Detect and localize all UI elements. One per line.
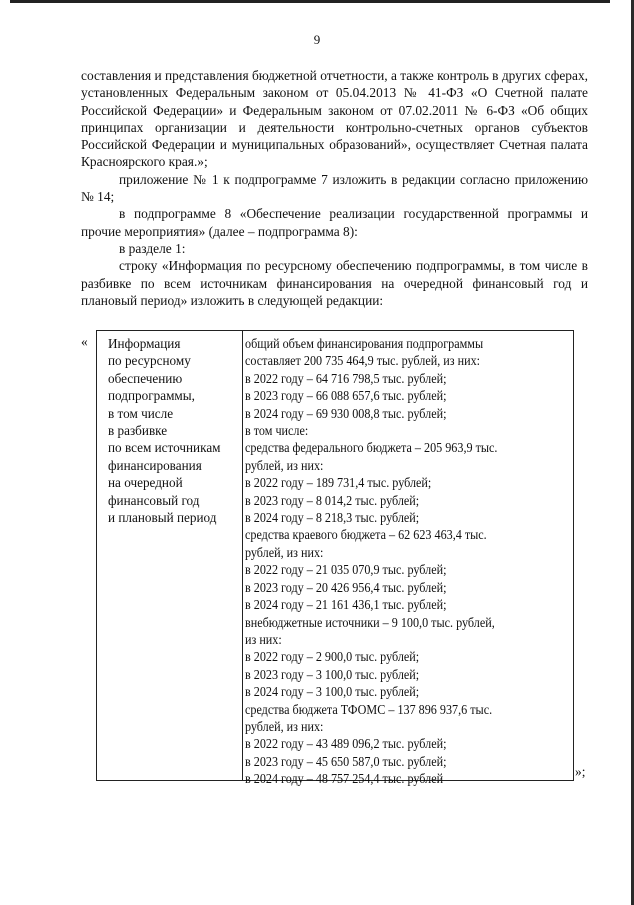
funding-line: общий объем финансирования подпрограммы (245, 336, 484, 351)
left-line: и плановый период (108, 510, 217, 526)
funding-line: средства краевого бюджета – 62 623 463,4 тыс. (245, 527, 487, 543)
funding-line: внебюджетные источники – 9 100,0 тыс. рублей, (245, 614, 495, 630)
funding-line: в 2024 году – 3 100,0 тыс. рублей; (245, 684, 420, 700)
funding-line: средства федерального бюджета – 205 963,9 тыс. (245, 440, 498, 456)
paragraph-subprogram-8: в подпрограмме 8 «Обеспечение реализации государственной программы и прочие мероприятия» (далее – подпрограмма 8): (81, 206, 588, 239)
paragraph-row-edit: строку «Информация по ресурсному обеспечению подпрограммы, в том числе в разбивке по всем источникам финансирования на очередной финансовый год и плановый период» изложить в следующей редакции: (81, 258, 588, 308)
body-text (81, 67, 588, 309)
left-line: финансовый год (108, 492, 200, 508)
funding-line: рублей, из них: (245, 544, 324, 560)
funding-line: в 2022 году – 64 716 798,5 тыс. рублей; (245, 370, 447, 386)
scan-top-border (10, 0, 610, 3)
funding-line: составляет 200 735 464,9 тыс. рублей, из них: (245, 353, 481, 369)
funding-line: средства бюджета ТФОМС – 137 896 937,6 тыс. (245, 701, 493, 717)
paragraph-continuation: составления и представления бюджетной отчетности, а также контроль в других сферах, установленных Федеральным законом от 05.04.2013 № 41-ФЗ «О Счетной палате Российской Федерации» и Федеральным законом от 07.02.2011 № 6-ФЗ «Об общих принципах организации и деятельности контрольно-счетных органов субъектов Российской Федерации и муниципальных образований», осуществляет Счетная палата Красноярского края.»; (81, 68, 588, 170)
funding-line: в 2022 году – 43 489 096,2 тыс. рублей; (245, 736, 447, 752)
resource-info-table (96, 330, 574, 787)
funding-line: в 2023 году – 8 014,2 тыс. рублей; (245, 492, 420, 508)
paragraph-section-1: в разделе 1: (119, 240, 186, 256)
funding-line: в 2024 году – 21 161 436,1 тыс. рублей; (245, 597, 447, 613)
funding-line: в 2024 году – 8 218,3 тыс. рублей; (245, 510, 420, 526)
funding-line: в том числе: (245, 423, 309, 439)
paragraph-appendix: приложение № 1 к подпрограмме 7 изложить в редакции согласно приложению № 14; (81, 171, 588, 205)
table-open-quote: « (81, 334, 88, 349)
left-line: на очередной (108, 475, 183, 491)
left-line: финансирования (108, 457, 202, 473)
page-number: 9 (313, 32, 321, 47)
funding-line: в 2024 году – 48 757 254,4 тыс. рублей (245, 771, 444, 787)
funding-line: рублей, из них: (245, 718, 324, 734)
left-line: обеспечению (108, 370, 183, 386)
left-line: в том числе (108, 405, 174, 421)
funding-line: в 2022 году – 2 900,0 тыс. рублей; (245, 649, 420, 665)
funding-line: в 2023 году – 3 100,0 тыс. рублей; (245, 666, 420, 682)
funding-line: в 2022 году – 21 035 070,9 тыс. рублей; (245, 562, 447, 578)
table-close-quote: »; (575, 764, 586, 779)
table-column-divider (242, 331, 243, 780)
left-line: Информация (108, 336, 181, 351)
left-line: подпрограммы, (108, 388, 195, 404)
table-left-column (108, 335, 240, 526)
table-right-column (245, 335, 571, 788)
funding-line: в 2023 году – 20 426 956,4 тыс. рублей; (245, 579, 447, 595)
left-line: в разбивке (108, 423, 168, 439)
funding-line: в 2023 году – 66 088 657,6 тыс. рублей; (245, 388, 447, 404)
funding-line: в 2023 году – 45 650 587,0 тыс. рублей; (245, 753, 447, 769)
funding-line: в 2024 году – 69 930 008,8 тыс. рублей; (245, 405, 447, 421)
funding-line: из них: (245, 631, 282, 647)
funding-line: в 2022 году – 189 731,4 тыс. рублей; (245, 475, 432, 491)
left-line: по всем источникам (108, 440, 221, 456)
left-line: по ресурсному (108, 353, 191, 369)
funding-line: рублей, из них: (245, 457, 324, 473)
